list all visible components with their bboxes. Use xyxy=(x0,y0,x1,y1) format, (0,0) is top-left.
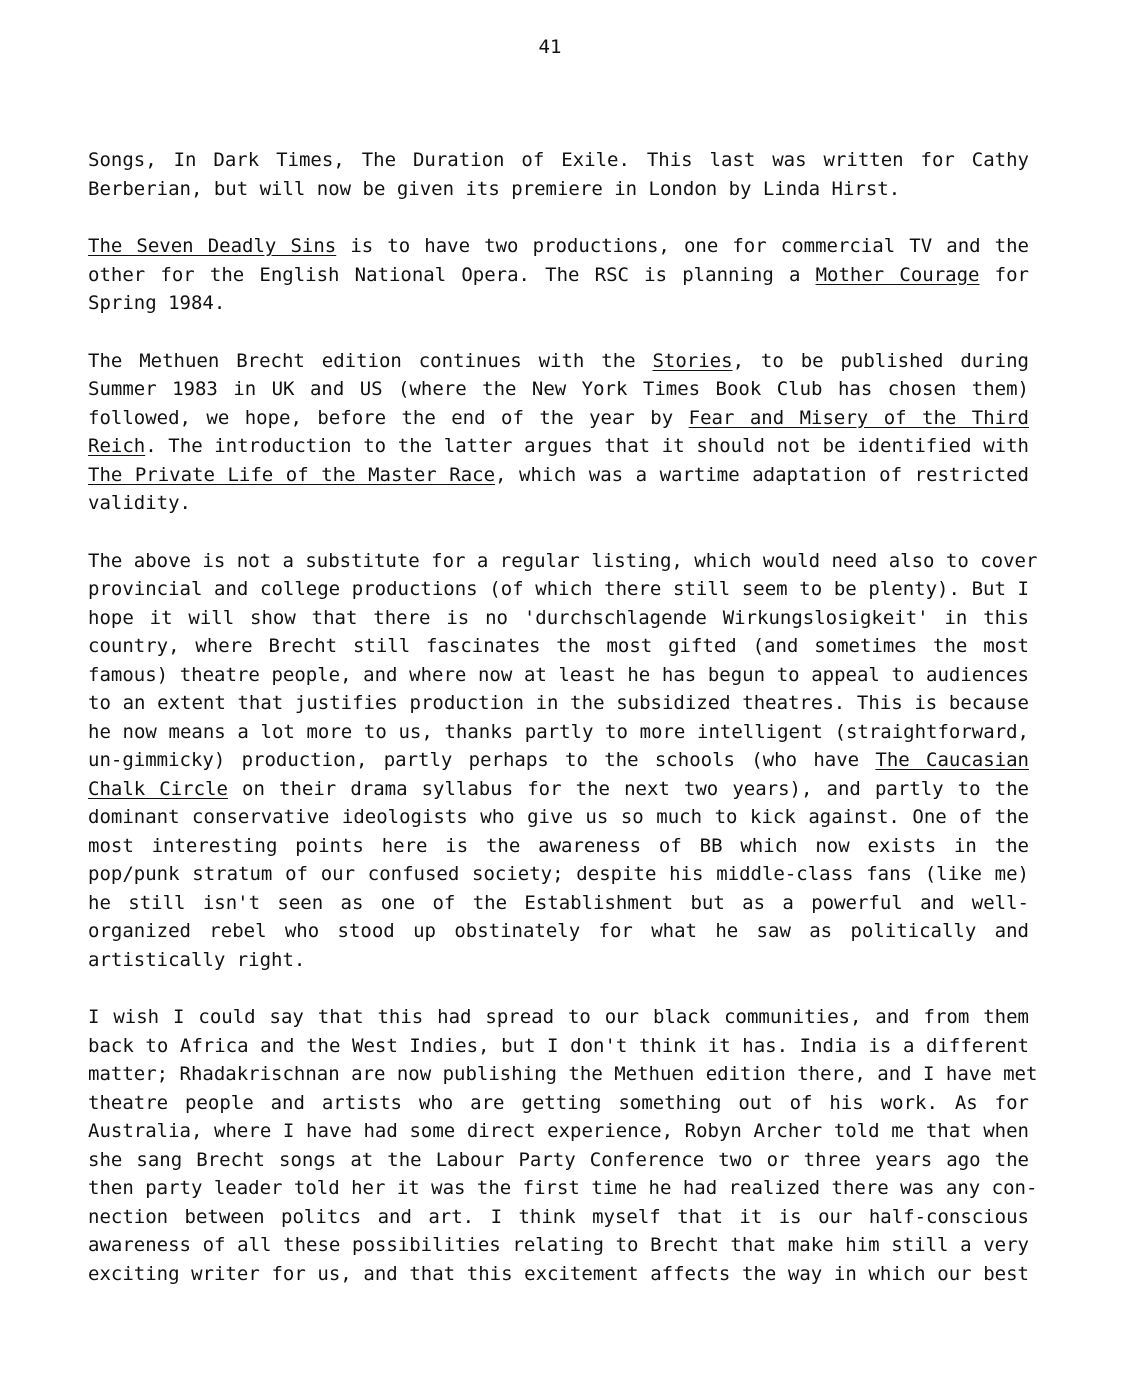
text-segment: provincial and college productions (of which there still seem to be plenty). But I xyxy=(88,578,1029,600)
text-segment: hope it will show that there is no 'durchschlagende Wirkungslosigkeit' in this xyxy=(88,606,1029,629)
text-segment: . The introduction to the latter argues that it should not be identified with xyxy=(145,435,1029,457)
text-segment: most interesting points here is the awareness of BB which now exists in the xyxy=(88,834,1029,857)
text-segment: matter; Rhadakrischnan are now publishing the Methuen edition there, and I have met xyxy=(88,1063,1038,1085)
text-line xyxy=(88,946,1029,975)
text-segment: Songs, In Dark Times, The Duration of Exile. This last was written for Cathy xyxy=(88,149,1029,171)
text-line xyxy=(88,404,1029,433)
text-segment: famous) theatre people, and where now at least he has begun to appeal to audiences xyxy=(88,663,1029,686)
underlined-title: The Seven Deadly Sins xyxy=(88,235,337,257)
text-line xyxy=(88,661,1029,690)
text-segment: theatre people and artists who are getting something out of his work. As for xyxy=(88,1091,1029,1114)
text-segment: Spring 1984. xyxy=(88,292,226,314)
text-line xyxy=(88,832,1029,861)
text-segment: back to Africa and the West Indies, but I don't think it has. India is a different xyxy=(88,1034,1029,1057)
underlined-title: Reich xyxy=(88,435,146,457)
text-line xyxy=(88,461,1029,490)
text-segment: pop/punk stratum of our confused society; despite his middle-class fans (like me) xyxy=(88,863,1029,885)
text-segment: organized rebel who stood up obstinately for what he saw as politically and xyxy=(88,920,1029,942)
text-line xyxy=(88,889,1029,918)
text-line xyxy=(88,718,1029,747)
underlined-title: Mother Courage xyxy=(815,263,980,286)
text-segment: I wish I could say that this had spread to our black communities, and from them xyxy=(88,1006,1029,1028)
underlined-title: The Private Life of the Master Race xyxy=(88,463,496,486)
text-segment: she sang Brecht songs at the Labour Party Conference two or three years ago the xyxy=(88,1148,1029,1171)
text-line xyxy=(88,575,1029,604)
text-line xyxy=(88,775,1029,804)
text-segment: The Methuen Brecht edition continues with the xyxy=(88,349,653,372)
text-line xyxy=(88,1117,1029,1146)
underlined-title: Chalk Circle xyxy=(88,777,228,800)
text-line xyxy=(88,1032,1029,1061)
text-line xyxy=(88,1089,1029,1118)
text-line xyxy=(88,261,1029,290)
text-line xyxy=(88,375,1029,404)
text-line xyxy=(88,917,1029,946)
text-line xyxy=(88,1146,1029,1175)
text-segment: is to have two productions, one for commercial TV and the xyxy=(336,235,1029,257)
text-segment: country, where Brecht still fascinates the most gifted (and sometimes the most xyxy=(88,635,1029,657)
underlined-title: Fear and Misery of the Third xyxy=(688,406,1029,429)
text-line xyxy=(88,1060,1038,1089)
text-segment: then party leader told her it was the first time he had realized there was any con- xyxy=(88,1177,1038,1199)
text-line xyxy=(88,1174,1038,1203)
text-line xyxy=(88,860,1029,889)
text-line xyxy=(88,632,1029,661)
text-line xyxy=(88,547,1038,576)
text-segment: Australia, where I have had some direct experience, Robyn Archer told me that when xyxy=(88,1120,1029,1142)
text-line xyxy=(88,1003,1029,1032)
paragraph xyxy=(88,347,1029,518)
text-segment: for xyxy=(979,263,1029,286)
text-segment: dominant conservative ideologists who give us so much to kick against. One of the xyxy=(88,806,1029,828)
text-segment: nection between politcs and art. I think myself that it is our half-conscious xyxy=(88,1205,1029,1228)
text-line xyxy=(88,689,1029,718)
text-line xyxy=(88,604,1029,633)
text-segment: followed, we hope, before the end of the year by xyxy=(88,406,689,429)
text-segment: Berberian, but will now be given its premiere in London by Linda Hirst. xyxy=(88,177,901,200)
text-segment: on their drama syllabus for the next two years), and partly to the xyxy=(227,777,1029,800)
text-segment: validity. xyxy=(88,492,191,514)
text-segment: Summer 1983 in UK and US (where the New York Times Book Club has chosen them) xyxy=(88,378,1029,400)
text-segment: awareness of all these possibilities relating to Brecht that make him still a very xyxy=(88,1234,1029,1256)
text-line xyxy=(88,232,1029,261)
text-segment: he still isn't seen as one of the Establishment but as a powerful and well- xyxy=(88,891,1029,914)
text-segment: other for the English National Opera. The RSC is planning a xyxy=(88,263,816,286)
underlined-title: The Caucasian xyxy=(875,749,1029,771)
text-segment: The above is not a substitute for a regular listing, which would need also to cover xyxy=(88,549,1038,572)
paragraph xyxy=(88,232,1029,318)
text-line xyxy=(88,489,1029,518)
text-segment: , which was a wartime adaptation of restricted xyxy=(495,463,1029,486)
body-text xyxy=(88,146,1038,1317)
page-number: 41 xyxy=(538,36,562,58)
text-line xyxy=(88,1231,1029,1260)
paragraph xyxy=(88,1003,1038,1288)
text-segment: artistically right. xyxy=(88,948,306,971)
text-line xyxy=(88,146,1029,175)
text-segment: he now means a lot more to us, thanks partly to more intelligent (straightforward, xyxy=(88,720,1029,743)
text-segment: to an extent that justifies production in the subsidized theatres. This is because xyxy=(88,692,1029,714)
text-segment: un-gimmicky) production, partly perhaps to the schools (who have xyxy=(88,749,876,771)
text-line xyxy=(88,803,1029,832)
text-line xyxy=(88,432,1029,461)
underlined-title: Stories xyxy=(652,349,733,372)
text-line xyxy=(88,347,1029,376)
paragraph xyxy=(88,547,1038,975)
text-line xyxy=(88,289,1029,318)
text-segment: exciting writer for us, and that this excitement affects the way in which our best xyxy=(88,1262,1029,1285)
text-line xyxy=(88,1260,1029,1289)
text-line xyxy=(88,1203,1029,1232)
text-line xyxy=(88,175,1029,204)
text-segment: , to be published during xyxy=(732,349,1029,372)
text-line xyxy=(88,746,1029,775)
paragraph xyxy=(88,146,1029,203)
